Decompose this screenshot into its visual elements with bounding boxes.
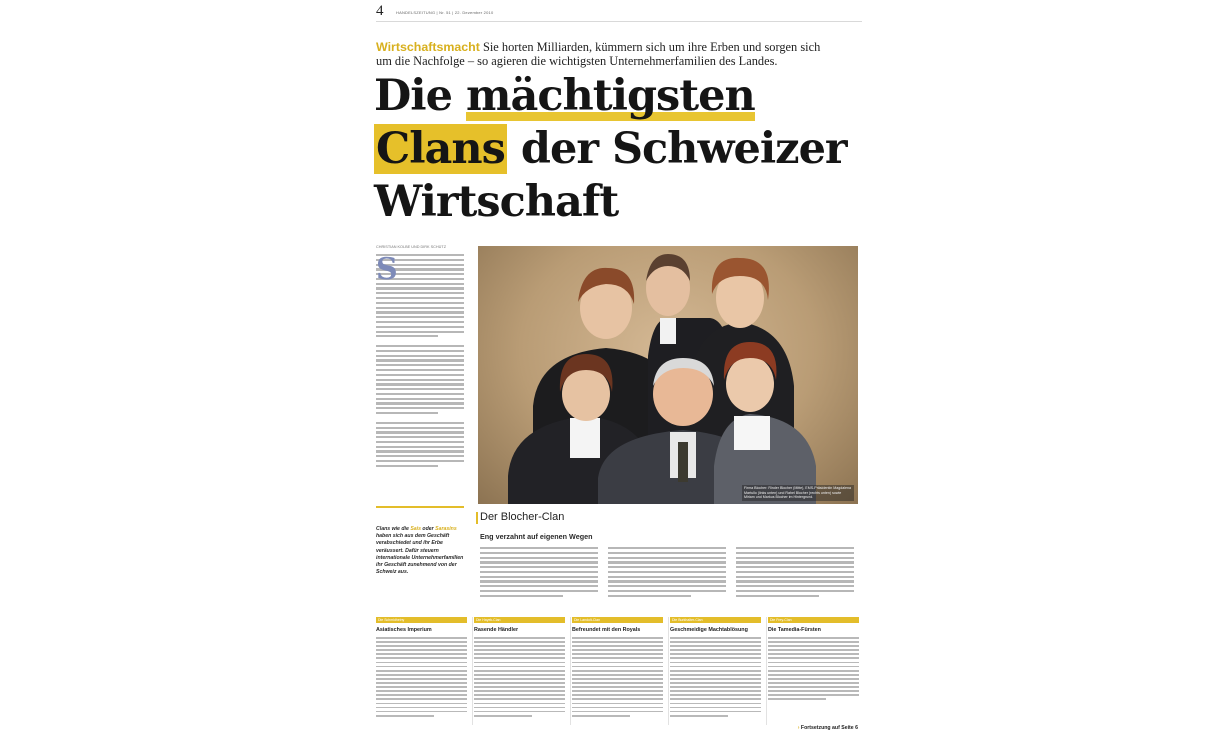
profile-box-header: Die Hayek-Clan <box>474 617 565 623</box>
continuation-text: Fortsetzung auf Seite 6 <box>800 725 858 731</box>
headline-word-highlighted: mächtigsten <box>465 71 755 121</box>
page-number: 4 <box>376 3 384 19</box>
article-kicker <box>376 40 836 68</box>
publication-line: HANDELSZEITUNG | Nr. 51 | 22. Dezember 2010 <box>396 10 494 15</box>
profile-box-header: Die Frey-Clan <box>768 617 859 623</box>
byline: CHRISTIAN KOLBE UND DIRK SCHÜTZ <box>376 245 447 249</box>
profile-box-text <box>670 637 761 717</box>
family-profile-boxes <box>376 617 860 729</box>
headline-word: Wirtschaft <box>374 177 619 227</box>
profile-box-text <box>474 637 565 717</box>
profile-box-header: Die Landolt-Clan <box>572 617 663 623</box>
profile-box <box>670 617 761 725</box>
kicker-text: Sie horten Milliarden, kümmern sich um ihre Erben und sorgen sich um die Nachfolge – so agieren die wichtigsten Unternehmerfamilien des Landes. <box>376 40 821 68</box>
pull-quote-text: oder <box>420 526 436 532</box>
text-column <box>608 547 726 600</box>
drop-cap: S <box>376 252 398 287</box>
column-divider <box>766 617 767 725</box>
pull-quote-highlight: Sais <box>410 526 421 532</box>
headline-word: der Schweizer <box>520 124 847 174</box>
column-divider <box>570 617 571 725</box>
accent-rule <box>376 506 464 508</box>
section-subtitle: Eng verzahnt auf eigenen Wegen <box>480 532 593 541</box>
profile-box-text <box>572 637 663 717</box>
profile-box-title: Asiatisches Imperium <box>376 627 432 633</box>
text-column <box>480 547 598 600</box>
profile-box-title: Rasende Händler <box>474 627 519 633</box>
profile-box-header: Die Schmidheiny <box>376 617 467 623</box>
family-photo-illustration <box>478 246 858 504</box>
kicker-keyword: Wirtschaftsmacht <box>376 40 480 54</box>
page-header-bar <box>376 3 862 22</box>
column-divider <box>472 617 473 725</box>
profile-box-title: Befreundet mit den Royals <box>572 627 641 633</box>
profile-box-header: Die Burkhalter-Clan <box>670 617 761 623</box>
article-lead-column <box>376 254 464 470</box>
headline-word-boxed: Clans <box>376 124 505 174</box>
pull-quote-text: haben sich aus dem Geschäft verabschiedet und ihr Erbe veräussert. Dafür steuern internationale Unternehmerfamilien ihr Geschäft zunehmend von der Schweiz aus. <box>376 533 464 576</box>
profile-box-title: Die Tamedia-Fürsten <box>768 627 821 633</box>
photo-caption: Firma Blocher: Rinder Blocher (Mitte), EMS-Präsidentin Magdalena Martullo (links unten) und Rahel Blocher (rechts unten) sowie Miriam und Markus Blocher im Hintergrund. <box>742 485 854 501</box>
text-column <box>736 547 854 600</box>
headline <box>374 70 854 229</box>
pull-quote-highlight: Sarasins <box>435 526 457 532</box>
profile-box <box>768 617 859 725</box>
section-title: Der Blocher-Clan <box>480 511 565 523</box>
profile-box-text <box>376 637 467 717</box>
pull-quote-text: Clans wie die <box>376 526 411 532</box>
headline-word: Die <box>374 71 452 121</box>
continuation-link[interactable] <box>798 725 858 731</box>
column-divider <box>668 617 669 725</box>
profile-box <box>572 617 663 725</box>
arrow-right-icon: › <box>797 725 800 731</box>
profile-box <box>376 617 467 725</box>
section-body-columns <box>480 547 858 607</box>
profile-box <box>474 617 565 725</box>
family-photo <box>478 246 858 504</box>
pull-quote <box>376 526 466 576</box>
newspaper-page <box>366 0 862 735</box>
profile-box-text <box>768 637 859 700</box>
profile-box-title: Geschmeidige Machtablösung <box>670 627 748 633</box>
